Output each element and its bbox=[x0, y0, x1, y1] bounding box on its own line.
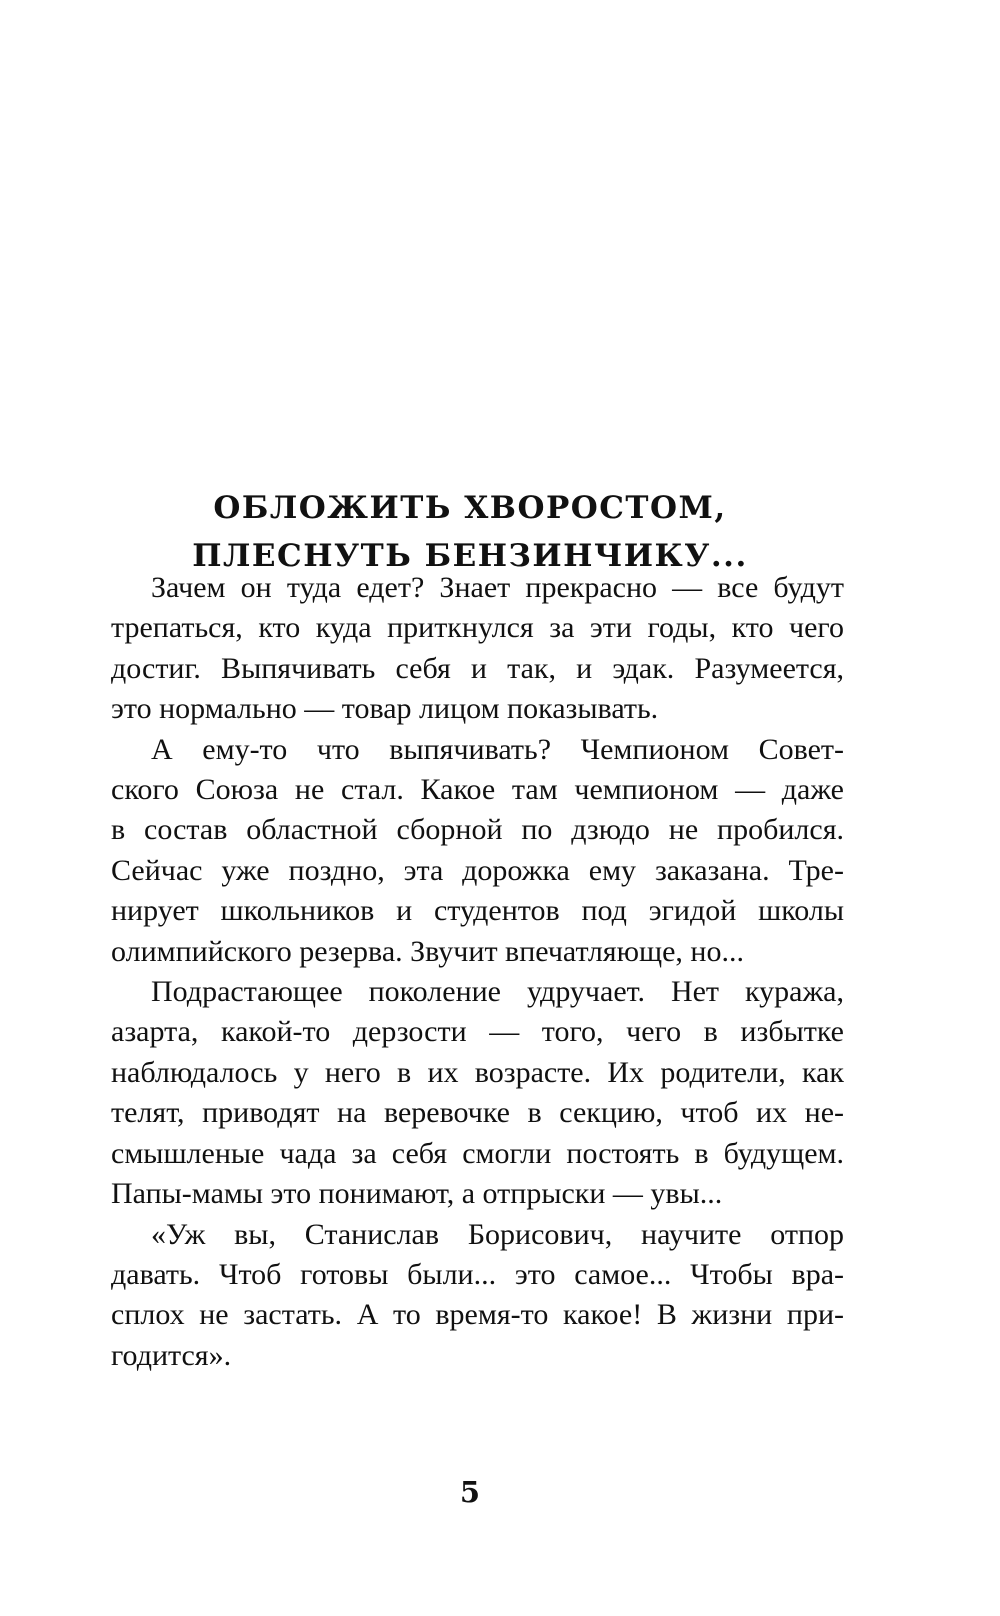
text-line: трепаться, кто куда приткнулся за эти годы, кто чего bbox=[111, 611, 844, 645]
body-text bbox=[111, 568, 844, 1376]
paragraph-1 bbox=[111, 568, 844, 730]
text-line: сплох не застать. А то время-то какое! В жизни при- bbox=[111, 1298, 844, 1332]
paragraph-2 bbox=[111, 730, 844, 972]
text-line: «Уж вы, Станислав Борисович, научите отпор bbox=[151, 1217, 844, 1251]
text-line: Зачем он туда едет? Знает прекрасно — все будут bbox=[151, 571, 844, 604]
chapter-title-line: ОБЛОЖИТЬ ХВОРОСТОМ, bbox=[213, 490, 727, 526]
text-line: нирует школьников и студентов под эгидой школы bbox=[111, 894, 844, 928]
chapter-title bbox=[0, 484, 940, 580]
text-line: достиг. Выпячивать себя и так, и эдак. Разумеется, bbox=[111, 651, 844, 685]
text-line: олимпийского резерва. Звучит впечатляюще, но... bbox=[111, 934, 744, 968]
text-line: наблюдалось у него в их возрасте. Их родители, как bbox=[111, 1055, 844, 1089]
text-line: давать. Чтоб готовы были... это самое... Чтобы вра- bbox=[111, 1257, 844, 1291]
text-line: это нормально — товар лицом показывать. bbox=[111, 692, 659, 726]
text-line: А ему-то что выпячивать? Чемпионом Совет- bbox=[151, 732, 844, 766]
paragraph-4 bbox=[111, 1215, 844, 1377]
chapter-title-line: ПЛЕСНУТЬ БЕНЗИНЧИКУ... bbox=[192, 538, 748, 574]
text-line: ского Союза не стал. Какое там чемпионом — даже bbox=[111, 773, 844, 807]
text-line: азарта, какой-то дерзости — того, чего в избытке bbox=[111, 1015, 844, 1049]
text-line: Сейчас уже поздно, эта дорожка ему заказана. Тре- bbox=[111, 853, 844, 887]
text-line: годится». bbox=[111, 1338, 232, 1372]
text-line: телят, приводят на веревочке в секцию, чтоб их не- bbox=[111, 1096, 844, 1130]
paragraph-3 bbox=[111, 972, 844, 1214]
text-line: смышленые чада за себя смогли постоять в будущем. bbox=[111, 1136, 844, 1170]
page-number: 5 bbox=[459, 1475, 481, 1509]
text-line: в состав областной сборной по дзюдо не пробился. bbox=[111, 813, 844, 847]
text-line: Подрастающее поколение удручает. Нет куража, bbox=[151, 975, 844, 1009]
text-line: Папы-мамы это понимают, а отпрыски — увы... bbox=[111, 1177, 723, 1211]
